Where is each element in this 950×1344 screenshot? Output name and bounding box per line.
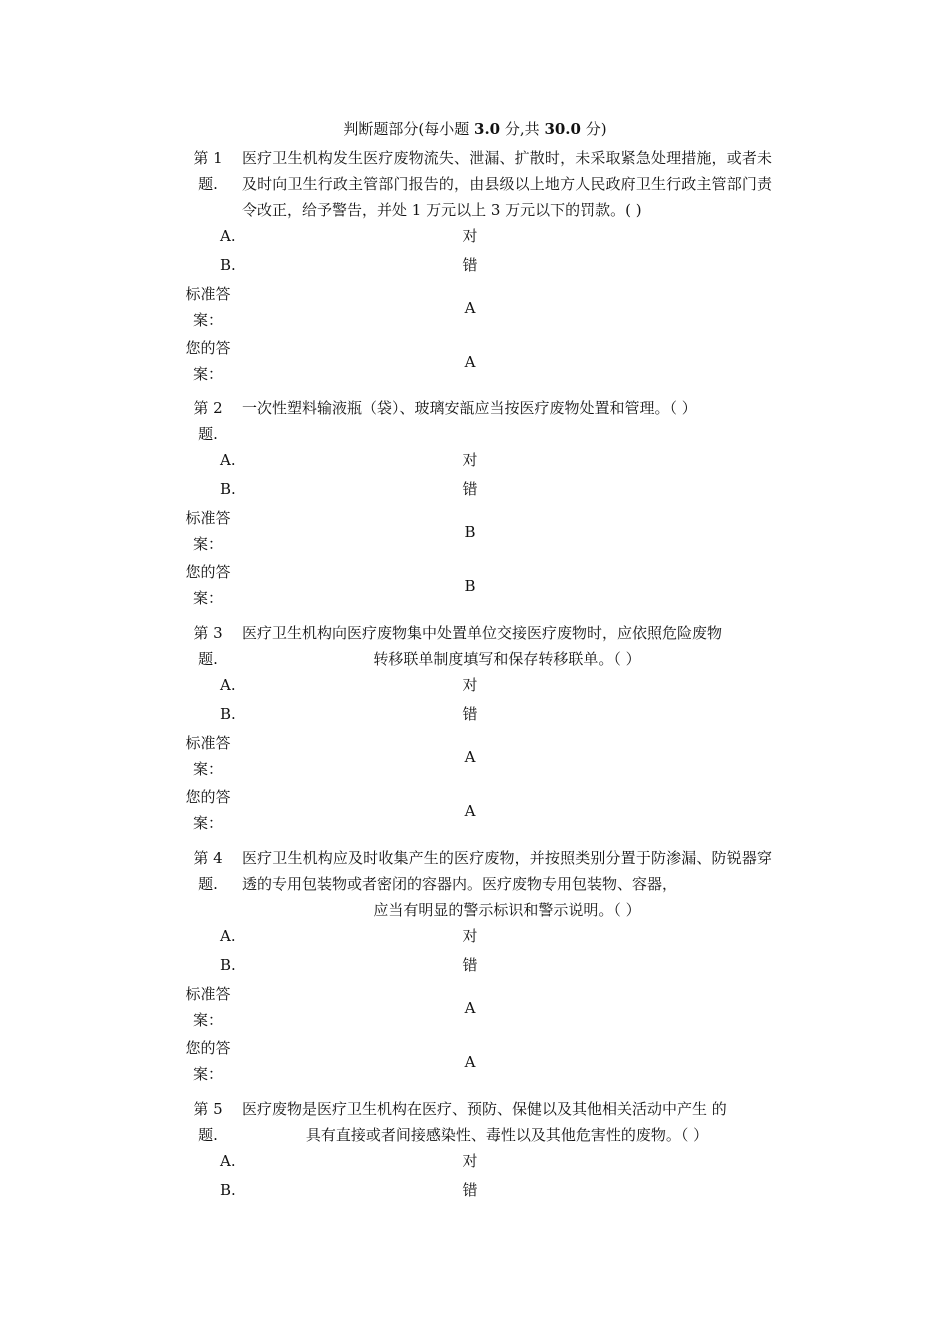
question-text-line-centered: 转移联单制度填写和保存转移联单。（ ）	[373, 650, 641, 668]
option-a[interactable]	[0, 923, 950, 952]
your-answer	[0, 335, 950, 389]
your-answer-value: A	[464, 802, 476, 820]
standard-answer-value: A	[464, 299, 476, 317]
option-b[interactable]	[0, 1177, 950, 1206]
question-number: 第 3 题.	[193, 624, 223, 668]
your-answer	[0, 784, 950, 838]
question-text-line-centered: 具有直接或者间接感染性、毒性以及其他危害性的废物。（ ）	[305, 1126, 709, 1144]
option-b[interactable]	[0, 952, 950, 981]
option-a[interactable]	[0, 672, 950, 701]
question-text	[242, 845, 772, 923]
your-answer-label: 您的答案：	[185, 339, 231, 383]
option-letter: B.	[220, 1181, 236, 1199]
standard-answer-label: 标准答案：	[185, 734, 231, 778]
standard-answer	[0, 505, 950, 559]
option-text: 错	[462, 1181, 478, 1199]
option-b[interactable]	[0, 476, 950, 505]
title-total: 30.0	[544, 120, 581, 138]
option-text: 错	[462, 705, 478, 723]
your-answer-value: B	[464, 577, 476, 595]
question-number: 第 2 题.	[193, 399, 223, 443]
question-number: 第 1 题.	[193, 149, 223, 193]
option-letter: A.	[220, 451, 236, 469]
option-letter: B.	[220, 480, 236, 498]
your-answer-label: 您的答案：	[185, 1039, 231, 1083]
standard-answer-label: 标准答案：	[185, 509, 231, 553]
question-3	[0, 620, 950, 838]
standard-answer	[0, 730, 950, 784]
option-text: 错	[462, 956, 478, 974]
question-text: 一次性塑料输液瓶（袋）、玻璃安瓿应当按医疗废物处置和管理。（ ）	[242, 399, 697, 417]
option-text: 错	[462, 480, 478, 498]
option-letter: A.	[220, 1152, 236, 1170]
option-letter: A.	[220, 927, 236, 945]
question-number: 第 5 题.	[193, 1100, 223, 1144]
standard-answer	[0, 281, 950, 335]
standard-answer-label: 标准答案：	[185, 985, 231, 1029]
option-letter: B.	[220, 956, 236, 974]
option-letter: A.	[220, 676, 236, 694]
your-answer-value: A	[464, 1053, 476, 1071]
option-letter: B.	[220, 705, 236, 723]
title-score: 3.0	[474, 120, 501, 138]
your-answer-label: 您的答案：	[185, 563, 231, 607]
standard-answer	[0, 981, 950, 1035]
question-text	[242, 620, 772, 672]
your-answer-value: A	[464, 353, 476, 371]
option-text: 对	[462, 1152, 478, 1170]
title-mid: 分,共	[500, 120, 545, 138]
option-text: 对	[462, 927, 478, 945]
question-2	[0, 395, 950, 613]
question-1	[0, 145, 950, 389]
title-prefix: 判断题部分(每小题	[343, 120, 475, 138]
option-a[interactable]	[0, 223, 950, 252]
standard-answer-label: 标准答案：	[185, 285, 231, 329]
option-b[interactable]	[0, 701, 950, 730]
option-text: 对	[462, 227, 478, 245]
question-5	[0, 1096, 950, 1206]
your-answer	[0, 559, 950, 613]
standard-answer-value: A	[464, 999, 476, 1017]
question-text: 医疗卫生机构发生医疗废物流失、泄漏、扩散时，未采取紧急处理措施，或者未及时向卫生行政主管部门报告的，由县级以上地方人民政府卫生行政主管部门责令改正，给予警告，并处 1 万元以上 3 万元以下的罚款。( )	[242, 149, 772, 219]
question-4	[0, 845, 950, 1089]
option-b[interactable]	[0, 252, 950, 281]
question-text-line: 医疗卫生机构应及时收集产生的医疗废物，并按照类别分置于防渗漏、防锐器穿透的专用包装物或者密闭的容器内。医疗废物专用包装物、容器，	[242, 849, 772, 893]
section-title	[0, 116, 950, 142]
question-number: 第 4 题.	[193, 849, 223, 893]
standard-answer-value: B	[464, 523, 476, 541]
option-a[interactable]	[0, 447, 950, 476]
standard-answer-value: A	[464, 748, 476, 766]
title-suffix: 分)	[580, 120, 607, 138]
question-text-line: 医疗废物是医疗卫生机构在医疗、预防、保健以及其他相关活动中产生 的	[242, 1100, 727, 1118]
your-answer-label: 您的答案：	[185, 788, 231, 832]
question-text-line-centered: 应当有明显的警示标识和警示说明。（ ）	[373, 901, 641, 919]
option-letter: A.	[220, 227, 236, 245]
option-text: 错	[462, 256, 478, 274]
option-a[interactable]	[0, 1148, 950, 1177]
your-answer	[0, 1035, 950, 1089]
option-text: 对	[462, 451, 478, 469]
question-text	[242, 1096, 772, 1148]
option-letter: B.	[220, 256, 236, 274]
question-text-line: 医疗卫生机构向医疗废物集中处置单位交接医疗废物时，应依照危险废物	[242, 624, 723, 642]
option-text: 对	[462, 676, 478, 694]
